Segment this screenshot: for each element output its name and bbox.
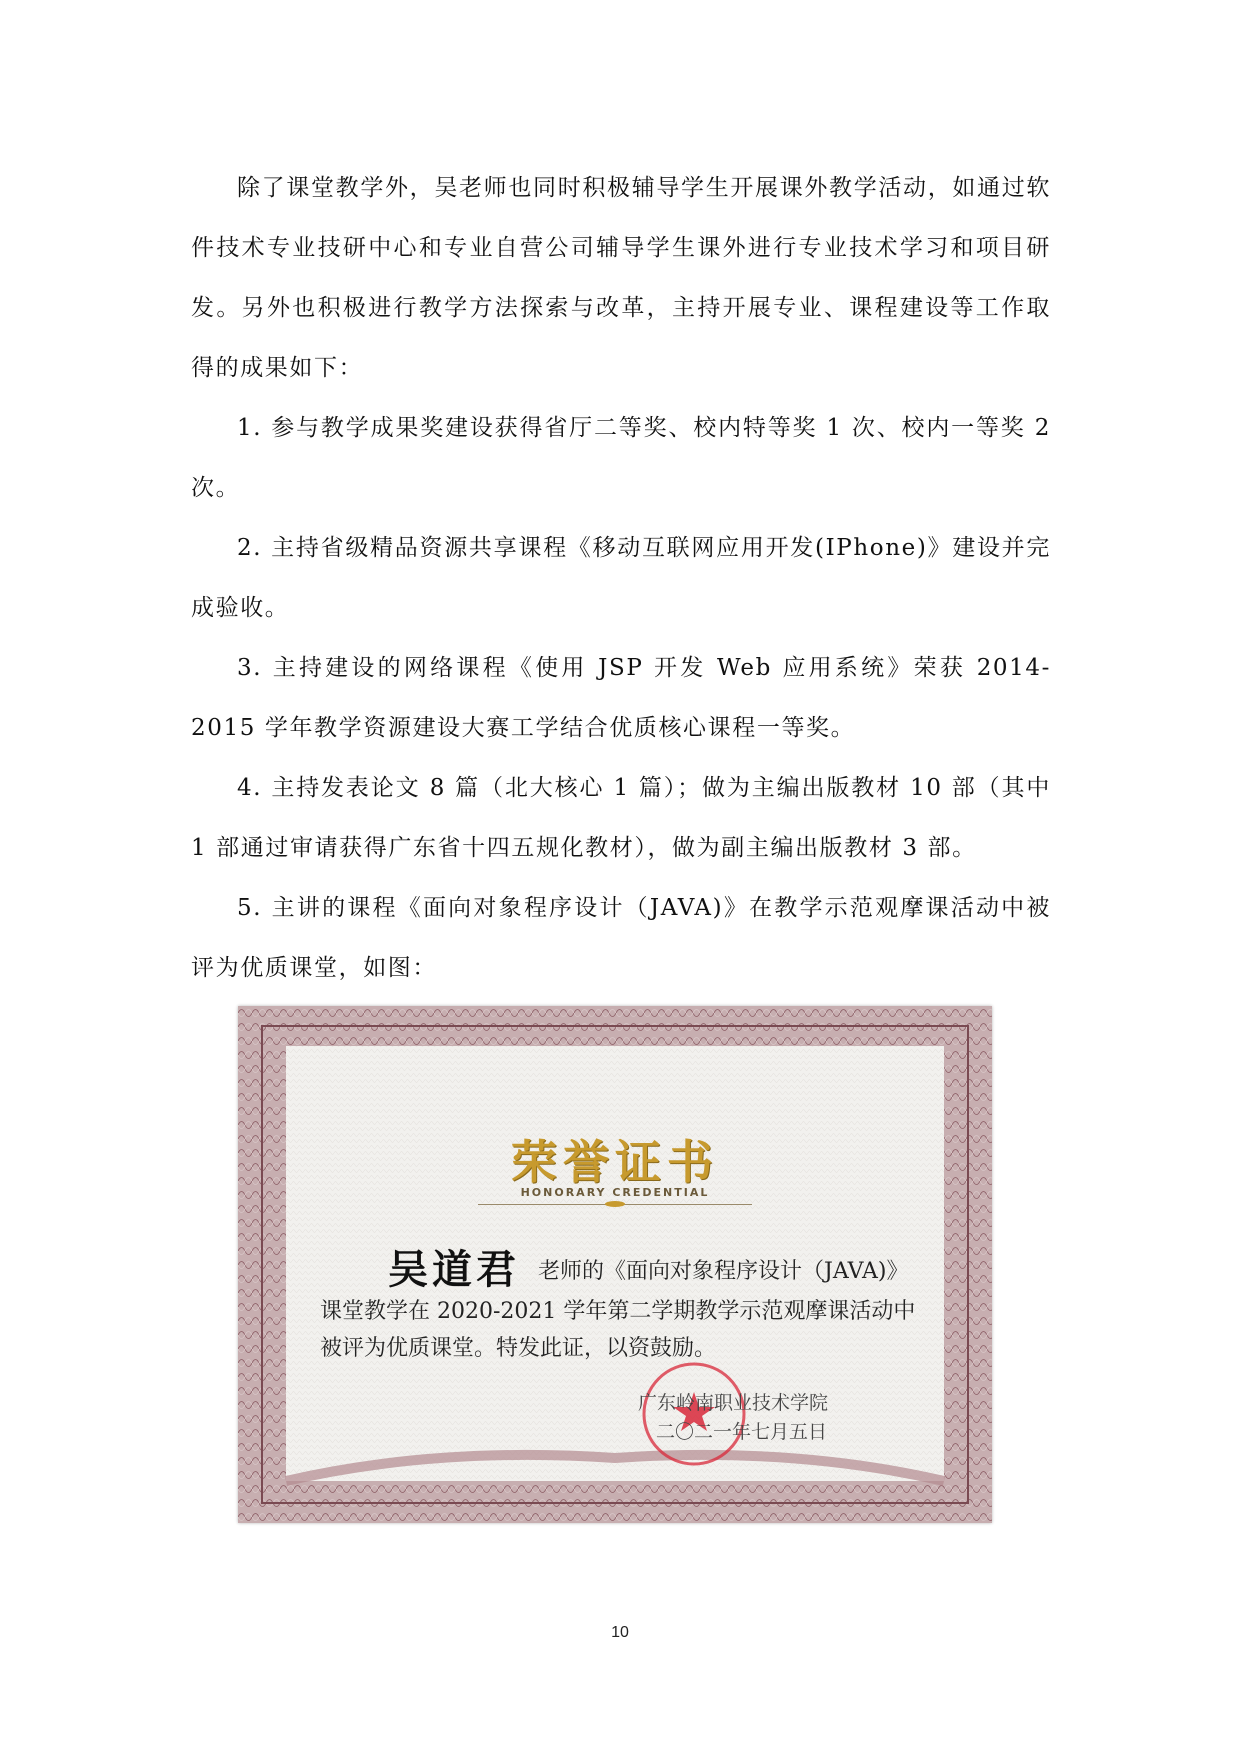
recipient-name: 吴道君 <box>388 1246 520 1293</box>
certificate-date: 二〇二一年七月五日 <box>656 1421 828 1443</box>
paragraph-intro: 除了课堂教学外，吴老师也同时积极辅导学生开展课外教学活动，如通过软件技术专业技研中心和专业自营公司辅导学生课外进行专业技术学习和项目研发。另外也积极进行教学方法探索与改革，主持开展专业、课程建设等工作取得的成果如下： <box>191 175 1051 381</box>
paragraph-item-3: 3. 主持建设的网络课程《使用 JSP 开发 Web 应用系统》荣获 2014-2015 学年教学资源建设大赛工学结合优质核心课程一等奖。 <box>191 655 1051 741</box>
page-number: 10 <box>611 1624 629 1641</box>
paragraph-item-5: 5. 主讲的课程《面向对象程序设计（JAVA)》在教学示范观摩课活动中被评为优质课堂，如图： <box>191 895 1051 981</box>
paragraph-item-4: 4. 主持发表论文 8 篇（北大核心 1 篇）；做为主编出版教材 10 部（其中 1 部通过审请获得广东省十四五规化教材），做为副主编出版教材 3 部。 <box>191 775 1051 861</box>
certificate-issuer: 广东岭南职业技术学院 <box>638 1392 829 1414</box>
paragraph-item-1: 1. 参与教学成果奖建设获得省厅二等奖、校内特等奖 1 次、校内一等奖 2 次。 <box>191 415 1051 501</box>
paragraph-item-2: 2. 主持省级精品资源共享课程《移动互联网应用开发(IPhone)》建设并完成验收。 <box>191 535 1051 621</box>
certificate-line-2: 课堂教学在 2020-2021 学年第二学期教学示范观摩课活动中 <box>320 1299 916 1324</box>
body-text <box>191 158 1051 998</box>
certificate-title: 荣誉证书 <box>511 1135 719 1189</box>
ornament-icon <box>603 1199 627 1209</box>
certificate-line-1: 老师的《面向对象程序设计（JAVA)》 <box>538 1259 909 1284</box>
certificate-subtitle: HONORARY CREDENTIAL <box>520 1186 710 1199</box>
certificate-line-3: 被评为优质课堂。特发此证，以资鼓励。 <box>320 1336 717 1361</box>
honor-certificate-image <box>238 1006 992 1523</box>
